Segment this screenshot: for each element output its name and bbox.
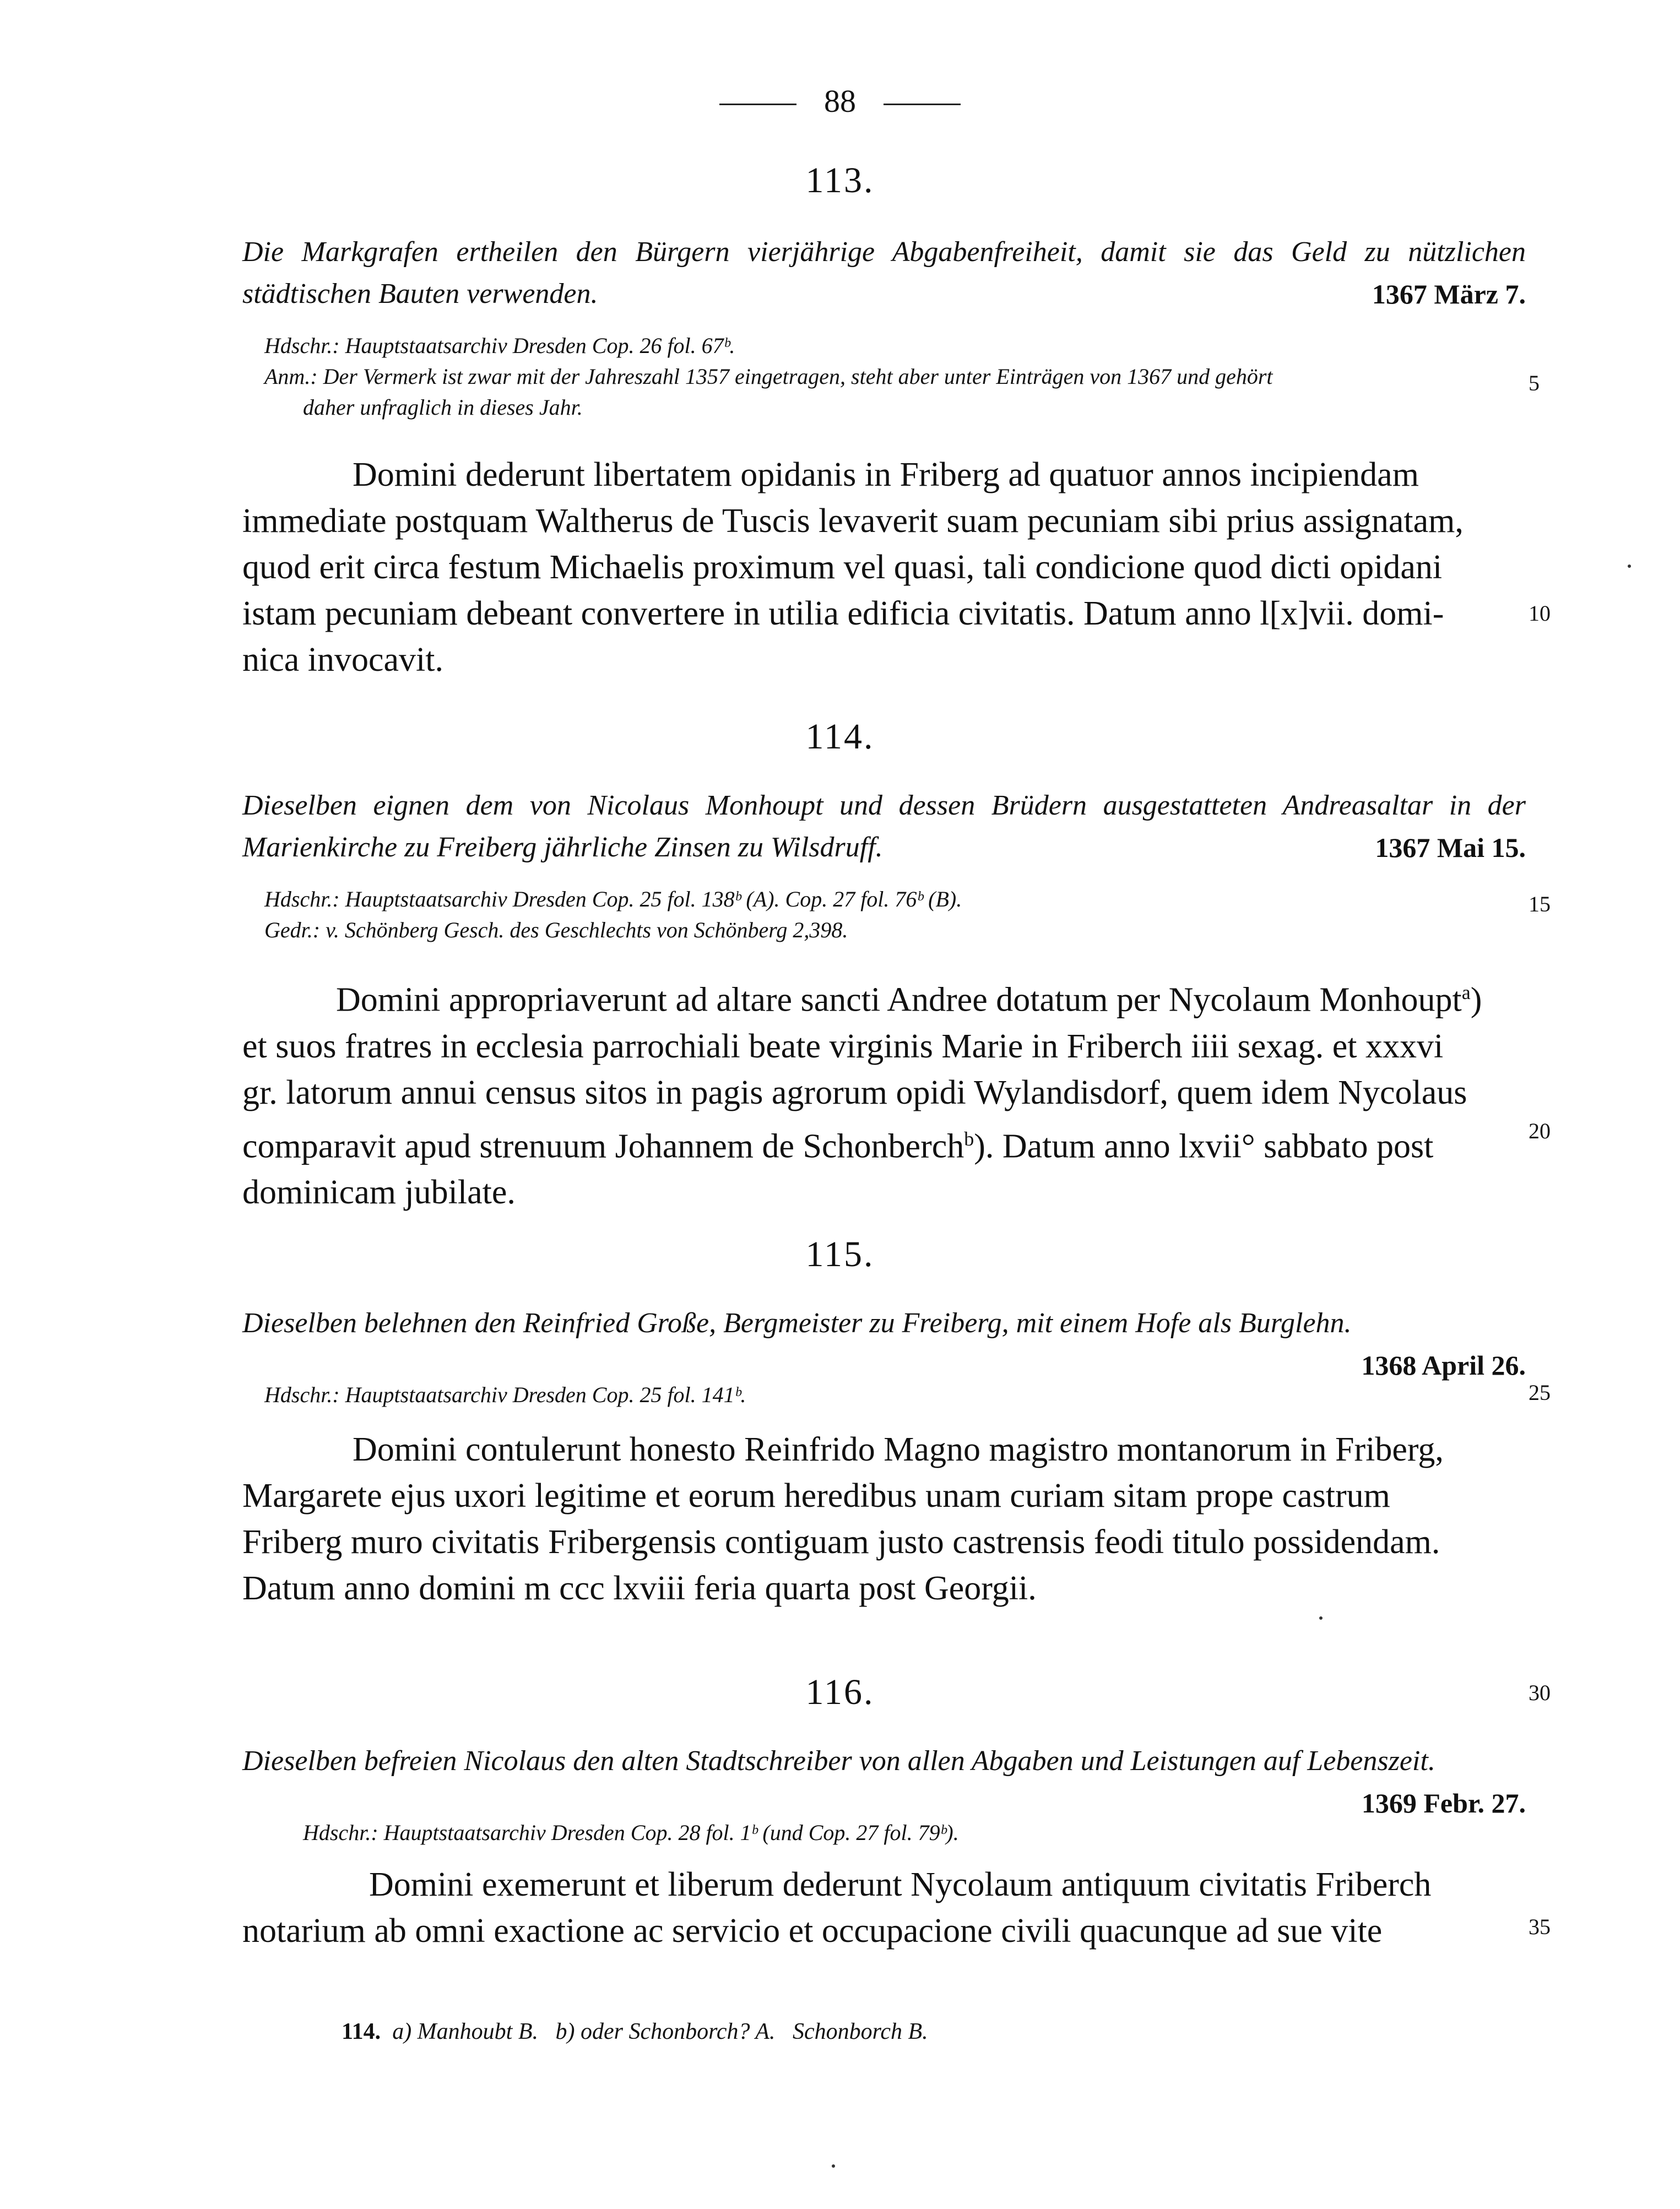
text-line: Domini exemerunt et liberum dederunt Nycolaum antiquum civitatis Friberch (369, 1866, 1432, 1903)
text-line: Friberg muro civitatis Fribergensis contiguam justo castrensis feodi titulo possidendam. (242, 1523, 1440, 1561)
document-text (242, 969, 1526, 1215)
footnote-b: b) oder Schonborch? A. (555, 2019, 776, 2044)
note-line: Hdschr.: Hauptstaatsarchiv Dresden Cop. 25 fol. 141ᵇ. (264, 1382, 746, 1407)
archival-notes (264, 330, 1526, 423)
note-line: Hdschr.: Hauptstaatsarchiv Dresden Cop. 25 fol. 138ᵇ (A). Cop. 27 fol. 76ᵇ (B). (264, 887, 962, 911)
document-text (242, 1861, 1526, 1954)
text-line: Domini appropriaverunt ad altare sancti Andree dotatum per Nycolaum Monhoupt$^a$) (336, 981, 1482, 1019)
document-number: 113. (805, 160, 875, 200)
regest-date: 1368 April 26. (1361, 1350, 1526, 1381)
text-segment: comparavit apud strenuum Johannem de Schonberch (242, 1127, 964, 1165)
line-number: 15 (1529, 892, 1551, 916)
text-line: Domini dederunt libertatem opidanis in Friberg ad quatuor annos incipiendam (353, 456, 1419, 493)
text-line: notarium ab omni exactione ac servicio et occupacione civili quacunque ad sue vite (242, 1912, 1383, 1950)
regest-text: Dieselben eignen dem von Nicolaus Monhoupt und dessen Brüdern ausgestatteten Andreasaltar in der Marienkirche zu Freiberg jährliche Zinsen zu Wilsdruff. (242, 790, 1526, 863)
note-line: daher unfraglich in dieses Jahr. (303, 395, 583, 420)
line-number: 20 (1529, 1119, 1551, 1143)
text-line: Datum anno domini m ccc lxviii feria quarta post Georgii. (242, 1570, 1037, 1607)
document-number: 115. (805, 1234, 875, 1274)
note-line: Gedr.: v. Schönberg Gesch. des Geschlechts von Schönberg 2,398. (264, 918, 848, 942)
regest-date: 1367 März 7. (1372, 279, 1526, 310)
print-speck (1628, 565, 1631, 568)
text-line: immediate postquam Waltherus de Tuscis levaverit suam pecuniam sibi prius assignatam, (242, 502, 1464, 540)
footnote-c: Schonborch B. (792, 2019, 928, 2044)
footnote-a: a) Manhoubt B. (392, 2019, 538, 2044)
document-text (242, 1426, 1526, 1611)
line-number: 10 (1529, 601, 1551, 626)
text-segment: Domini appropriaverunt ad altare sancti Andree dotatum per Nycolaum Monhoupt (336, 981, 1462, 1019)
print-speck (1319, 1616, 1323, 1620)
regest-text: Dieselben belehnen den Reinfried Große, Bergmeister zu Freiberg, mit einem Hofe als Burglehn. (242, 1307, 1352, 1339)
archival-notes (264, 884, 1526, 946)
regest-text: Dieselben befreien Nicolaus den alten Stadtschreiber von allen Abgaben und Leistungen auf Lebenszeit. (242, 1745, 1435, 1777)
text-line: gr. latorum annui census sitos in pagis agrorum opidi Wylandisdorf, quem idem Nycolaus (242, 1073, 1467, 1111)
header-rule-right (884, 104, 961, 105)
line-number: 30 (1529, 1680, 1551, 1705)
header-rule-left (719, 104, 796, 105)
note-line: Hdschr.: Hauptstaatsarchiv Dresden Cop. 26 fol. 67ᵇ. (264, 333, 735, 358)
regest (242, 1740, 1526, 1824)
regest-text: Die Markgrafen ertheilen den Bürgern vierjährige Abgabenfreiheit, damit sie das Geld zu nützlichen städtischen Bauten verwenden. (242, 236, 1526, 310)
text-line: nica invocavit. (242, 641, 443, 679)
page-header (0, 83, 1680, 120)
text-line: Margarete ejus uxori legitime et eorum heredibus unam curiam sitam prope castrum (242, 1477, 1390, 1515)
print-speck (832, 2164, 835, 2168)
text-line (242, 1116, 1526, 1170)
text-segment: ). Datum anno lxvii° sabbato post (974, 1127, 1434, 1165)
document-text (242, 452, 1526, 683)
footnote-label: 114. (342, 2019, 381, 2044)
archival-notes (264, 1380, 1526, 1410)
text-line: quod erit circa festum Michaelis proximum vel quasi, tali condicione quod dicti opidani (242, 549, 1443, 586)
document-number: 116. (805, 1672, 875, 1712)
note-line: Hdschr.: Hauptstaatsarchiv Dresden Cop. 28 fol. 1ᵇ (und Cop. 27 fol. 79ᵇ). (303, 1820, 959, 1845)
regest-date: 1369 Febr. 27. (1361, 1788, 1526, 1819)
note-line: Anm.: Der Vermerk ist zwar mit der Jahreszahl 1357 eingetragen, steht aber unter Einträgen von 1367 und gehört (264, 364, 1273, 389)
text-line: dominicam jubilate. (242, 1174, 516, 1212)
document-number: 114. (805, 717, 875, 757)
text-line: istam pecuniam debeant convertere in utilia edificia civitatis. Datum anno l[x]vii. domi- (242, 595, 1444, 632)
page-number: 88 (824, 83, 856, 119)
footnote-marker: b (964, 1127, 974, 1150)
regest (242, 785, 1526, 869)
line-number: 5 (1529, 371, 1540, 395)
archival-notes (303, 1817, 1564, 1848)
line-number: 25 (1529, 1380, 1551, 1405)
line-number: 35 (1529, 1914, 1551, 1939)
text-line: Domini contulerunt honesto Reinfrido Magno magistro montanorum in Friberg, (353, 1431, 1444, 1468)
footnote-marker: a (1461, 981, 1471, 1003)
regest-date: 1367 Mai 15. (1375, 832, 1526, 863)
regest (242, 231, 1526, 315)
footnote (342, 2018, 1498, 2045)
regest (242, 1302, 1526, 1386)
text-line: et suos fratres in ecclesia parrochiali beate virginis Marie in Friberch iiii sexag. et xxxvi (242, 1027, 1444, 1065)
